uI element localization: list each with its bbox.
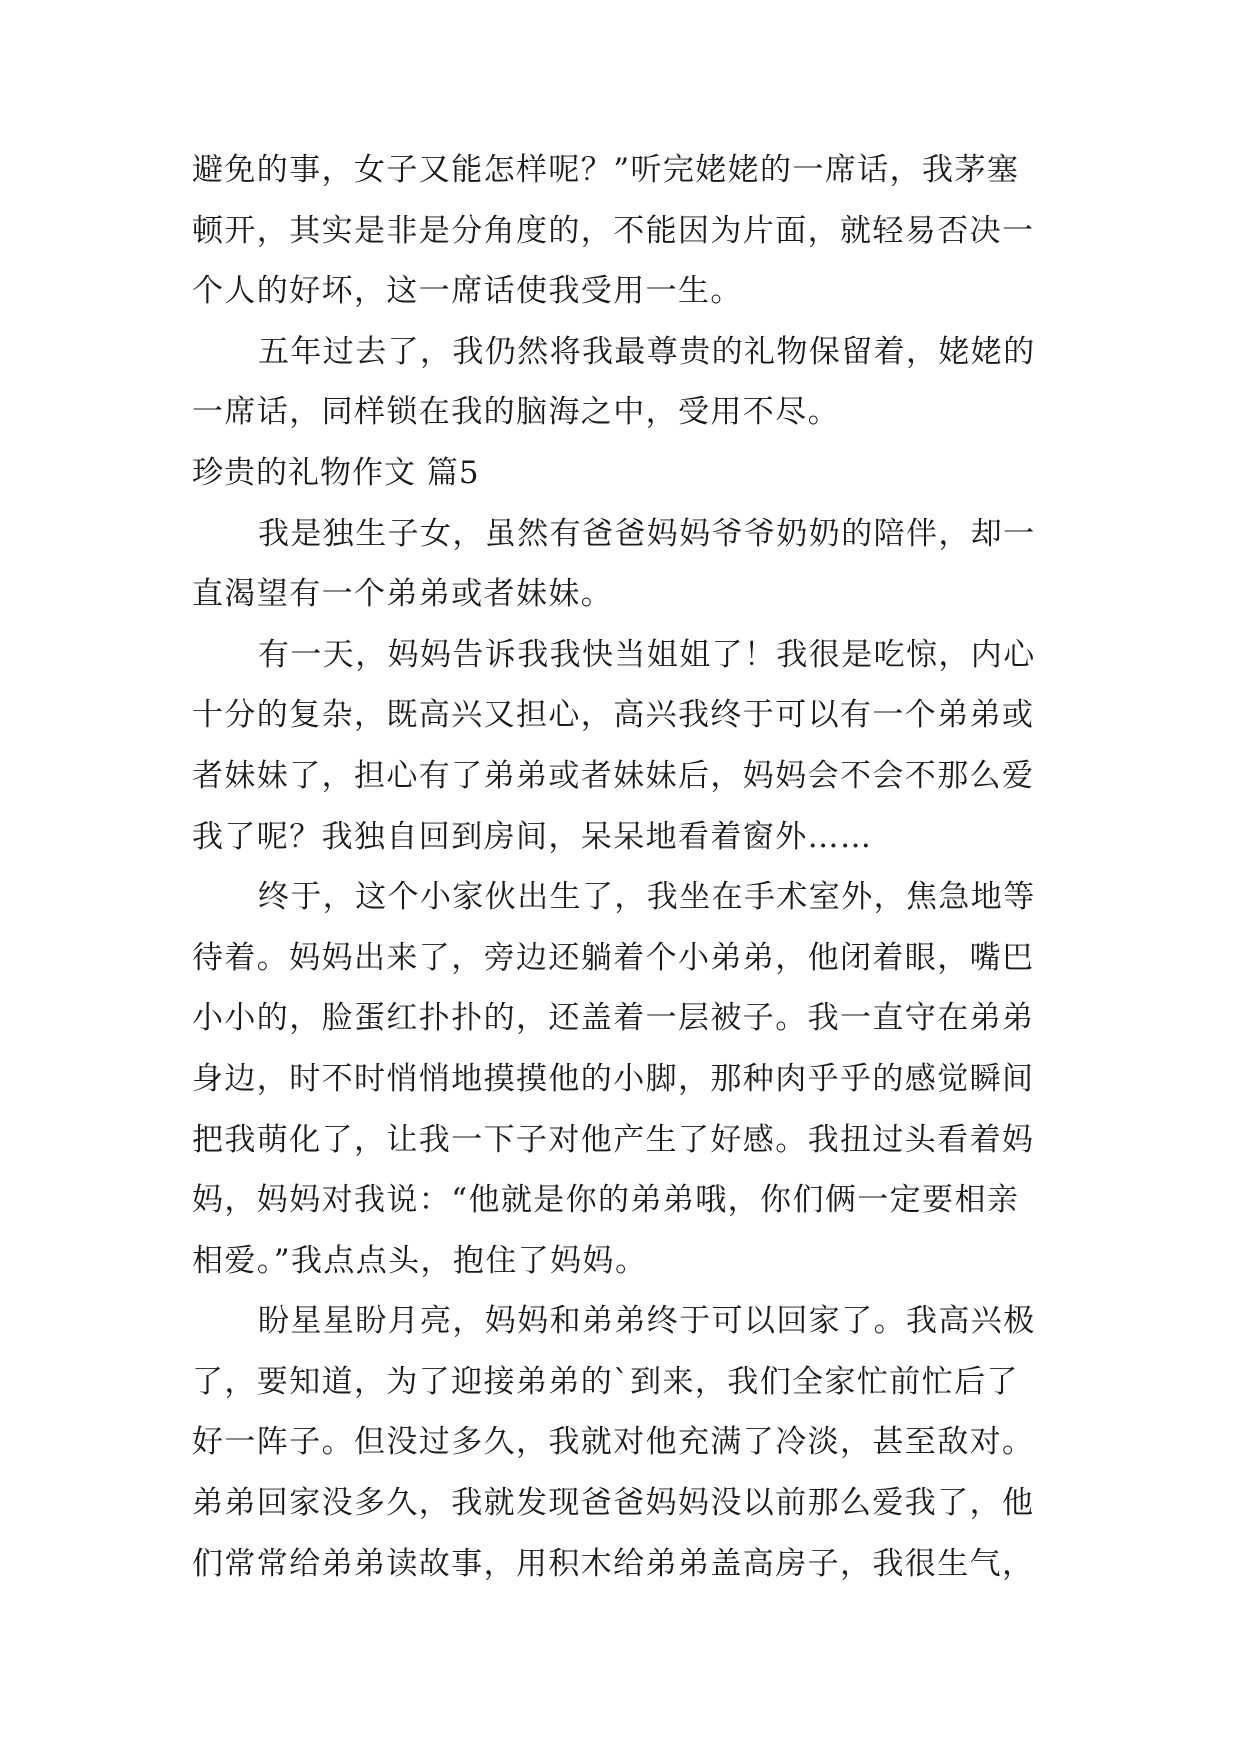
text-line-12: 终于，这个小家伙出生了，我坐在手术室外，焦急地等 [258,879,1036,916]
document-page [192,140,1072,1594]
text-line-13: 待着。妈妈出来了，旁边还躺着个小弟弟，他闭着眼，嘴巴 [192,939,1035,976]
text-line-14: 小小的，脸蛋红扑扑的，还盖着一层被子。我一直守在弟弟 [192,1000,1035,1037]
text-line-23: 们常常给弟弟读故事，用积木给弟弟盖高房子，我很生气， [192,1545,1035,1582]
text-line-9: 十分的复杂，既高兴又担心，高兴我终于可以有一个弟弟或 [192,697,1035,734]
text-line-20: 了，要知道，为了迎接弟弟的`到来，我们全家忙前忙后了 [192,1363,1019,1400]
text-line-21: 好一阵子。但没过多久，我就对他充满了冷淡，甚至敌对。 [192,1424,1035,1461]
text-line-22: 弟弟回家没多久，我就发现爸爸妈妈没以前那么爱我了，他 [192,1485,1035,1522]
text-line-4: 五年过去了，我仍然将我最尊贵的礼物保留着，姥姥的 [258,333,1036,370]
section-heading: 珍贵的礼物作文 篇5 [192,454,480,491]
text-line-16: 把我萌化了，让我一下子对他产生了好感。我扭过头看着妈 [192,1121,1035,1158]
text-line-17: 妈，妈妈对我说：“他就是你的弟弟哦，你们俩一定要相亲 [192,1182,1020,1219]
text-line-1: 避免的事，女子又能怎样呢？”听完姥姥的一席话，我茅塞 [192,152,1020,188]
text-line-2: 顿开，其实是非是分角度的，不能因为片面，就轻易否决一 [192,212,1035,249]
text-line-18: 相爱。”我点点头，抱住了妈妈。 [192,1242,648,1279]
text-line-8: 有一天，妈妈告诉我我快当姐姐了！我很是吃惊，内心 [258,636,1036,673]
text-line-5: 一席话，同样锁在我的脑海之中，受用不尽。 [192,394,840,431]
text-line-19: 盼星星盼月亮，妈妈和弟弟终于可以回家了。我高兴极 [258,1303,1036,1340]
text-line-3: 个人的好坏，这一席话使我受用一生。 [192,273,743,310]
text-line-15: 身边，时不时悄悄地摸摸他的小脚，那种肉乎乎的感觉瞬间 [192,1060,1035,1097]
text-line-6: 我是独生子女，虽然有爸爸妈妈爷爷奶奶的陪伴，却一 [258,515,1036,552]
text-line-11: 我了呢？我独自回到房间，呆呆地看着窗外…… [192,818,873,855]
text-line-7: 直渴望有一个弟弟或者妹妹。 [192,576,614,613]
text-line-10: 者妹妹了，担心有了弟弟或者妹妹后，妈妈会不会不那么爱 [192,757,1035,794]
